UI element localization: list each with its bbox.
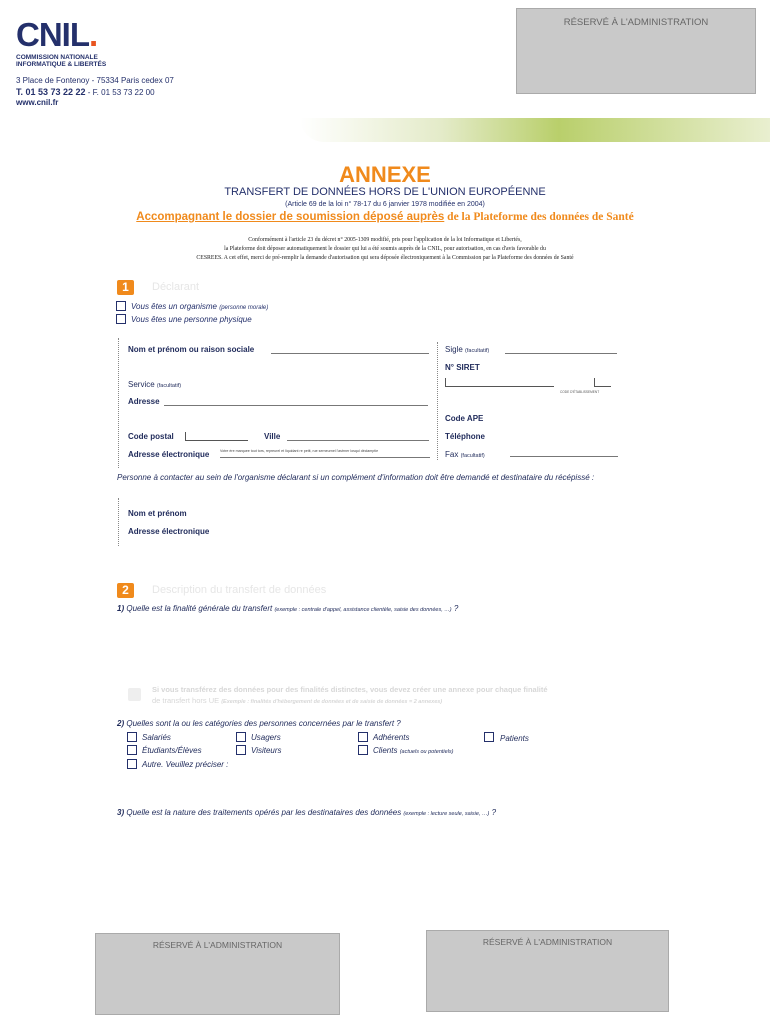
faded-notice: [152, 684, 548, 708]
section2-number: 2: [117, 583, 134, 598]
faded-line1: Si vous transférez des données pour des finalités distinctes, vous devez créer une annexe pour chaque finalité: [152, 685, 548, 694]
organisme-note: (personne morale): [219, 305, 269, 311]
q2-number: 2): [117, 719, 125, 728]
postal-field[interactable]: [185, 432, 248, 441]
usagers-label: Usagers: [251, 733, 281, 742]
clients-text: Clients: [373, 746, 398, 755]
q3-number: 3): [117, 808, 125, 817]
form-column-separator: [437, 342, 438, 460]
annex-title: ANNEXE: [339, 162, 431, 187]
decorative-swoosh: [300, 118, 770, 142]
q3-text: Quelle est la nature des traitements opérés par les destinataires des données: [126, 808, 402, 817]
cnil-logo: [16, 18, 106, 68]
fax-label: [445, 450, 485, 459]
phone: T. 01 53 73 22 22: [16, 87, 86, 97]
personne-physique-label: Vous êtes une personne physique: [131, 315, 252, 324]
personne-physique-checkbox[interactable]: [116, 314, 126, 324]
name-field[interactable]: [271, 353, 429, 354]
siret-label: N° SIRET: [445, 363, 480, 372]
logo-dot: .: [89, 16, 98, 53]
q1-text: Quelle est la finalité générale du transfert: [126, 604, 273, 613]
fax-text: Fax: [445, 450, 459, 459]
fax: - F. 01 53 73 22 00: [87, 88, 155, 97]
q3-example: (exemple : lecture seule, saisie, …): [403, 811, 490, 817]
visiteurs-label: Visiteurs: [251, 746, 282, 755]
address: 3 Place de Fontenoy - 75334 Paris cedex 07: [16, 76, 174, 85]
logo-sub-line2: INFORMATIQUE & LIBERTÉS: [16, 61, 107, 68]
name-label: Nom et prénom ou raison sociale: [128, 345, 255, 354]
postal-label: Code postal: [128, 432, 174, 441]
siret-field[interactable]: [445, 378, 554, 387]
faded-info-icon: [128, 688, 141, 701]
salaries-label: Salariés: [142, 733, 171, 742]
q2-text: Quelles sont la ou les catégories des personnes concernées par le transfert ?: [126, 719, 401, 728]
autre-checkbox[interactable]: [127, 759, 137, 769]
admin-box-right: [426, 930, 669, 1012]
email-note: Votre ère marquee tout tors, repreurel et liquidant re petit, rue serneurnel l'astrner losqul déclamptie: [220, 449, 379, 453]
article-ref: (Article 69 de la loi n° 78-17 du 6 janvier 1978 modifiée en 2004): [285, 201, 485, 208]
service-text: Service: [128, 380, 155, 389]
city-label: Ville: [264, 432, 281, 441]
section1-heading: Déclarant: [152, 281, 200, 293]
faded-line2-example: (Exemple : finalités d'hébergement de données et de saisie de données = 2 annexes): [221, 699, 443, 705]
question2: [117, 719, 401, 728]
patients-label: Patients: [500, 734, 529, 743]
admin-box-left-label: RÉSERVÉ À L'ADMINISTRATION: [152, 940, 283, 950]
contact-email-label: Adresse électronique: [128, 527, 210, 536]
form-left-border: [118, 338, 119, 468]
sigle-optional: (facultatif): [465, 348, 490, 354]
organisme-label: [131, 302, 268, 311]
etudiants-checkbox[interactable]: [127, 745, 137, 755]
contact-text: Personne à contacter au sein de l'organisme déclarant si un complément d'information doit être demandé et destinataire du récépissé :: [117, 473, 595, 482]
admin-box-top-label: RÉSERVÉ À L'ADMINISTRATION: [563, 17, 709, 28]
contact-left-border: [118, 498, 119, 546]
contact-name-label: Nom et prénom: [128, 509, 187, 518]
organisme-text: Vous êtes un organisme: [131, 302, 217, 311]
section1-number: 1: [117, 280, 134, 295]
visiteurs-checkbox[interactable]: [236, 745, 246, 755]
service-optional: (facultatif): [156, 383, 182, 389]
ape-label: Code APE: [445, 414, 484, 423]
adherents-checkbox[interactable]: [358, 732, 368, 742]
sigle-label: [445, 345, 489, 354]
logo-sub-line1: COMMISSION NATIONALE: [16, 54, 98, 61]
question1: [117, 604, 458, 613]
siret-establishment-field[interactable]: [594, 378, 611, 387]
address-label: Adresse: [128, 397, 160, 406]
organisme-checkbox[interactable]: [116, 301, 126, 311]
admin-box-top: [516, 8, 756, 94]
website: www.cnil.fr: [16, 98, 59, 107]
question3: [117, 808, 496, 817]
annex-subtitle: TRANSFERT DE DONNÉES HORS DE L'UNION EUROPÉENNE: [224, 186, 546, 198]
phone-label: Téléphone: [445, 432, 486, 441]
phone-line: [16, 87, 155, 97]
siret-sub: CODE D'ÉTABLISSEMENT: [560, 390, 600, 394]
q1-number: 1): [117, 604, 125, 613]
intro-line2: la Plateforme doit déposer automatiquement le dossier qui lui a été soumis auprès de la CNIL, pour autorisation, en cas d'avis favorable du: [224, 246, 546, 252]
autre-label: Autre. Veuillez préciser :: [142, 760, 229, 769]
section2-heading: Description du transfert de données: [152, 584, 327, 596]
city-field[interactable]: [287, 440, 429, 441]
admin-box-right-label: RÉSERVÉ À L'ADMINISTRATION: [482, 937, 613, 947]
faded-line2: de transfert hors UE: [152, 696, 220, 705]
sigle-field[interactable]: [505, 353, 617, 354]
accompanying-line: [0, 211, 770, 223]
fax-optional: (facultatif): [460, 453, 485, 459]
admin-box-left: [95, 933, 340, 1015]
q3-end: ?: [491, 808, 497, 817]
service-label: [128, 380, 181, 389]
adherents-label: Adhérents: [373, 733, 410, 742]
address-field[interactable]: [164, 405, 428, 406]
fax-field[interactable]: [510, 456, 618, 457]
q1-example: (exemple : centrale d'appel, assistance clientèle, saisie des données, …): [274, 607, 452, 613]
intro-line3: CESREES. A cet effet, merci de pré-remplir la demande d'autorisation qui sera déposée électroniquement à la Commission par la Plateforme des données de Santé: [196, 255, 574, 261]
salaries-checkbox[interactable]: [127, 732, 137, 742]
sigle-text: Sigle: [445, 345, 463, 354]
accompanying-part1: Accompagnant le dossier de soumission déposé auprès: [136, 211, 445, 223]
q1-end: ?: [453, 604, 459, 613]
accompanying-part2: de la Plateforme des données de Santé: [444, 211, 634, 223]
clients-note: (actuels ou potentiels): [399, 749, 454, 755]
intro-text: [110, 236, 660, 263]
clients-label: [373, 746, 454, 755]
clients-checkbox[interactable]: [358, 745, 368, 755]
faded-line2-wrap: [152, 695, 548, 708]
patients-checkbox[interactable]: [484, 732, 494, 742]
logo-text: CNIL: [16, 16, 89, 53]
email-label: Adresse électronique: [128, 450, 210, 459]
email-field[interactable]: [220, 457, 430, 458]
usagers-checkbox[interactable]: [236, 732, 246, 742]
etudiants-label: Étudiants/Élèves: [142, 746, 202, 755]
intro-line1: Conformément à l'article 23 du décret n° 2005-1309 modifié, pris pour l'application de la loi Informatique et Libertés,: [248, 237, 522, 243]
